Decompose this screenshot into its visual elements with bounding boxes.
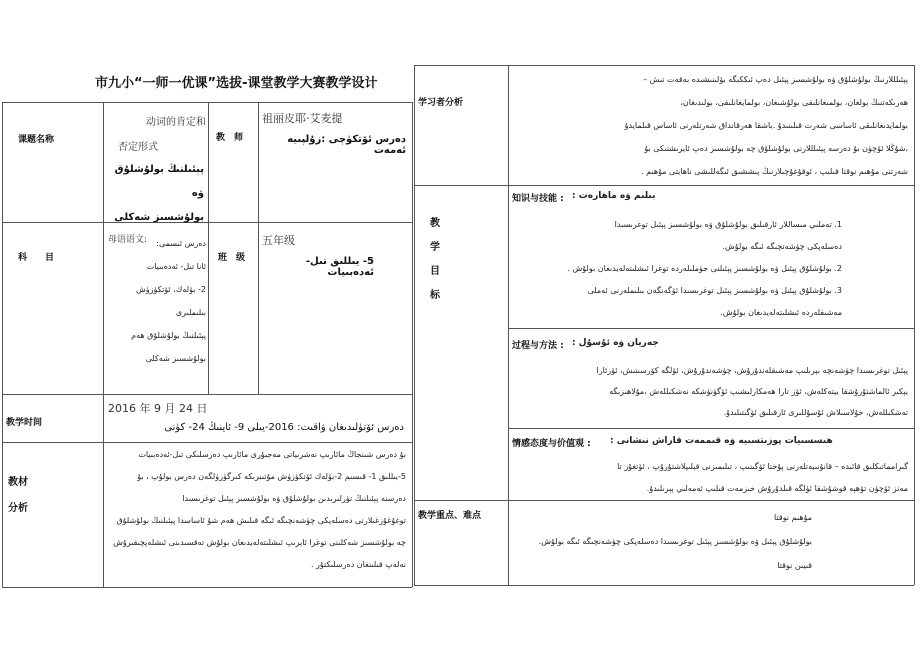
objectives-label-char: 目 bbox=[430, 266, 440, 277]
material-label bbox=[8, 470, 28, 522]
knowledge-item: 3. بولۇشلۇق پېئىل ۋە بولۇشسىز پېئىل توغرىسىدا ئۆگەنگەن بىلىملەرنى ئەملى bbox=[587, 286, 842, 295]
learner-text bbox=[512, 68, 908, 183]
subject-ug-line: پېئىلنىڭ بولۇشلۇق ھەم bbox=[131, 331, 206, 340]
course-name-ug-line: بولۇشسىز شەكلى bbox=[114, 212, 204, 223]
time-cn: 2016 年 9 月 24 日 bbox=[108, 402, 208, 415]
attitude-title-ug: ھىسسىيات پوزىتسىيە ۋە قىممەت قاراش نىشانى : bbox=[610, 436, 833, 446]
key-points-text bbox=[512, 506, 812, 578]
objectives-label bbox=[430, 212, 440, 308]
process-line: پېئىل توغرىسىدا چۈشەنچە بېرىلىپ مەشىقلەندۇرۇش، چۈشەندۇرۇش، ئۆلگە كۆرسىتىش، ئۆزئارا bbox=[596, 366, 908, 375]
material-line: 5-يىللىق 1- قىسىم 2-بۆلەك ئۆتكۈزۈش مۇتىبرىكە كىرگۈزۈلگەن دەرس بولۇپ ، بۇ bbox=[137, 472, 406, 481]
objectives-label-char: 学 bbox=[430, 242, 440, 253]
attitude-line: گىرامماتىكلىق قائىدە – قانۇنىيەتلەرنى پۇختا ئۆگىنىپ ، تىلىمىزنى قېلىپلاشتۇرۇپ ، ئۆتغۇز تا bbox=[617, 462, 908, 471]
table-border bbox=[208, 102, 209, 394]
learner-label: 学习者分析 bbox=[418, 98, 464, 108]
key-point-line: بولۇشلۇق پېئىل ۋە بولۇشسىز پېئىل توغرىسىدا دەسلەپكى چۈشەنچىگە ئىگە بولۇش. bbox=[538, 537, 812, 546]
course-name-cn-line: 动词的肯定和 bbox=[146, 117, 206, 128]
table-border bbox=[2, 222, 412, 223]
subject-ug bbox=[106, 232, 206, 370]
key-point-line: مۇھىم نوقتا bbox=[774, 513, 812, 522]
table-border bbox=[2, 102, 3, 587]
knowledge-item: 2. بولۇشلۇق پېئىل ۋە بولۇشسىز پېئىلنى جۈملىلەردە توغرا ئىشلىتەلەيدىغان بولۇش . bbox=[567, 264, 842, 273]
learner-line: بولمايدىغانلىقى ئاساسى شەرت قىلىنىدۇ .باشقا ھەرقانداق شەرتلەرنى ئاساس قىلمايدۇ bbox=[624, 121, 908, 130]
table-border bbox=[508, 428, 914, 429]
material-label-line: 分析 bbox=[8, 503, 28, 514]
attitude-text bbox=[512, 456, 908, 500]
course-name-label: 课题名称 bbox=[18, 135, 55, 145]
table-border bbox=[414, 65, 415, 585]
knowledge-title-ug: بىلىم ۋە ماھارەت : bbox=[572, 191, 656, 201]
course-name-ug bbox=[108, 158, 204, 230]
material-line: توغۇغۇزغىلارنى دەسلەپكى چۈشەنچىگە ئىگە قىلىش ھەم شۇ ئاساسدا پېئىلنىڭ بولۇشلۇق bbox=[116, 516, 406, 525]
course-name-ug-line: پېئىلنىڭ بولۇشلۇق ۋە bbox=[114, 164, 204, 199]
knowledge-item: 1. تەملىي مىساللار ئارقىلىق بولۇشلۇق ۋە بولۇشسىز پېئىل توغرىسىدا bbox=[614, 220, 842, 229]
process-title: 过程与方法 : bbox=[512, 341, 564, 351]
attitude-line: مەنز ئۆچۈن تۆھپە قوشۇشقا ئۈلگە قىلدۇرۇش خىزمەت قىلىپ ئەمەلىي پېرىلىدۇ. bbox=[646, 484, 908, 493]
table-border bbox=[2, 102, 412, 103]
time-label: 教学时间 bbox=[6, 418, 43, 428]
course-name-cn bbox=[118, 110, 206, 160]
grade-cn: 五年级 bbox=[262, 234, 295, 247]
table-border bbox=[508, 65, 509, 585]
subject-ug-line: بىلىملىرى bbox=[175, 308, 206, 317]
table-border bbox=[2, 394, 412, 395]
knowledge-items bbox=[512, 214, 842, 324]
time-ug: دەرس ئۆتۈلىدىغان ۋاقىت: 2016-يىلى 9- ئاينىڭ 24- كۈنى bbox=[164, 422, 404, 433]
knowledge-title: 知识与技能 : bbox=[512, 194, 564, 204]
teacher-name-cn: 祖丽皮耶·艾麦提 bbox=[262, 112, 343, 125]
subject-ug-line: بولۇشسىز شەكلى bbox=[145, 354, 206, 363]
table-border bbox=[412, 102, 413, 587]
material-line: چە بولۇشسىز شەكلىنى توغرا ئايرىپ ئىشلىتەلەيدىغان بولۇش تەقسىدىنى ئىشلەپچىقىرۇش bbox=[113, 538, 406, 547]
knowledge-item: دەسلەپكى چۈشەنچىگە ئىگە بولۇش. bbox=[722, 242, 842, 251]
grade-label: 班 级 bbox=[218, 253, 246, 263]
subject-label: 科 目 bbox=[18, 253, 55, 263]
material-label-line: 教材 bbox=[8, 477, 28, 488]
process-title-ug: جەريان ۋە ئۇسۇل : bbox=[572, 338, 659, 348]
table-border bbox=[414, 585, 914, 586]
material-line: نەلەپ قىلىنغان دەرسلىكتۇر . bbox=[310, 560, 406, 569]
subject-cn: 母语语文: bbox=[108, 235, 148, 245]
process-line: تەشكىللەش، خۇلاسىلاش ئۇسۇللىرى ئارقىلىق ئۆگىتىلىدۇ. bbox=[723, 408, 908, 417]
teacher-name-ug: دەرس ئۆتكۈچى :زۇلپىيە ئەمەت bbox=[287, 134, 406, 156]
table-border bbox=[258, 102, 259, 394]
table-border bbox=[2, 587, 412, 588]
grade-ug: 5- يىللىق تىل- ئەدەبىيات bbox=[305, 256, 374, 278]
table-border bbox=[2, 442, 412, 443]
table-border bbox=[508, 328, 914, 329]
table-border bbox=[414, 65, 914, 66]
table-border bbox=[914, 65, 915, 585]
course-name-cn-line: 否定形式 bbox=[118, 142, 158, 153]
page-title: 市九小“一师一优课”选拔-课堂教学大赛教学设计 bbox=[95, 76, 378, 91]
learner-line: ،شۇڭلا ئۆچۈن بۇ دەرسە پېئىلللارنى بولۇشلۇق چە بولۇشسىز دەپ ئايرىشتىكى بۇ bbox=[644, 144, 908, 153]
table-border bbox=[103, 102, 104, 587]
learner-line: شەرتنى مۇھىم نوقتا قىلىپ ، ئوقۇغۇچىلارنىڭ پىششىق ئىگەللىشى ناھايتى مۇھىم . bbox=[641, 167, 908, 176]
material-text bbox=[106, 444, 406, 576]
table-border bbox=[414, 185, 914, 186]
process-line: يېكىر ئالماشتۇرۇشقا يېتەكلەش، ئۆز تارا ھەمكارلىشىپ ئۆگۈنۈشكە نەشكىللەش ،مۇلاھىزىگە bbox=[609, 387, 908, 396]
process-text bbox=[512, 360, 908, 423]
key-point-line: قىيىن نوقتا bbox=[777, 561, 812, 570]
key-points-label: 教学重点、难点 bbox=[418, 511, 482, 521]
knowledge-item: مەشىقلەردە ئىشلىتەلەيدىغان بولۇش. bbox=[720, 308, 842, 317]
learner-line: پېئىلللارنىڭ بولۇشلۇق ۋە بولۇشسىز پېئىل دەپ ئىككىگە بۆلىنىشىدە بەقەت تىش – bbox=[643, 75, 908, 84]
subject-ug-line: دەرس ئىسمى: bbox=[156, 239, 206, 248]
table-border bbox=[414, 500, 914, 501]
subject-ug-line: 2- بۆلەك، ئۆتكۈزۈش bbox=[136, 285, 206, 294]
teacher-label: 教 师 bbox=[216, 133, 244, 143]
attitude-title: 情感态度与价值观 : bbox=[512, 439, 591, 449]
material-line: بۇ دەرس شىنجاڭ مائارىپ نەشرىياتى مەجبۇرى مائارىپ دەرسلىكى تىل-ئەدەبىيات bbox=[138, 450, 406, 459]
objectives-label-char: 教 bbox=[430, 218, 440, 229]
objectives-label-char: 标 bbox=[430, 290, 440, 301]
material-line: دەرسنە پېئىلنىڭ تۈرلىرىدىن بولۇشلۇق ۋە بولۇشسىز پېئىل توغرىسىدا bbox=[182, 494, 406, 503]
learner-line: ھەرىكەتنىڭ بولغان، بولمىغانلىقى بولۇشىغان، بولمايغانلىقى، بولىدىغان، bbox=[680, 98, 908, 107]
subject-ug-line: ئانا تىل- ئەدەبىيات bbox=[146, 262, 206, 271]
